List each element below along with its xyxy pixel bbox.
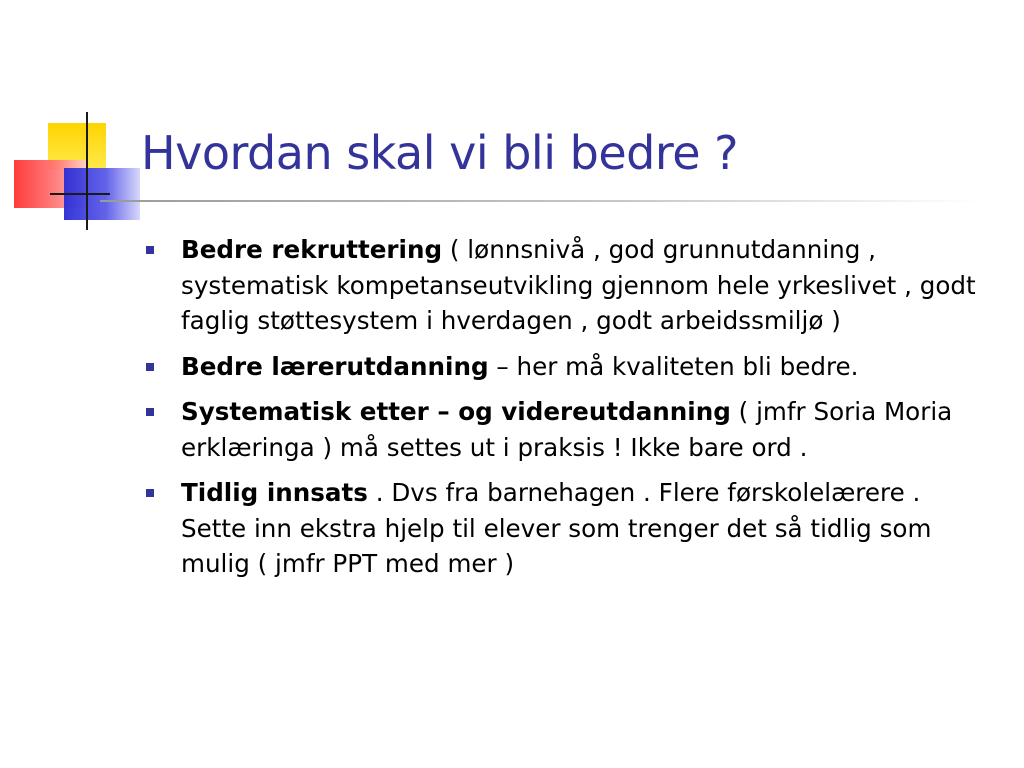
- bullet-item-rekruttering: [144, 232, 990, 339]
- bullet-heading: Tidlig innsats: [181, 478, 368, 507]
- title-divider: [100, 200, 980, 202]
- logo-vertical-line: [86, 112, 88, 230]
- bullet-item-tidlig-innsats: [144, 475, 990, 582]
- bullet-text: . Dvs fra barnehagen . Flere førskolelærere . Sette inn ekstra hjelp til elever som trenger det så tidlig som mulig ( jmfr PPT med mer ): [181, 478, 932, 578]
- bullet-square-icon: [146, 246, 154, 254]
- bullet-text: – her må kvaliteten bli bedre.: [488, 351, 859, 381]
- slide-title: Hvordan skal vi bli bedre ?: [141, 126, 739, 180]
- bullet-square-icon: [146, 363, 154, 371]
- bullet-heading: Bedre rekruttering: [181, 235, 443, 264]
- logo-horizontal-line: [50, 193, 110, 195]
- bullet-list: [144, 232, 990, 592]
- bullet-item-videreutdanning: [144, 394, 990, 465]
- bullet-square-icon: [146, 408, 154, 416]
- bullet-item-laererutdanning: [144, 349, 990, 385]
- bullet-heading: Systematisk etter – og videreutdanning: [181, 397, 731, 426]
- bullet-heading: Bedre lærerutdanning: [181, 351, 489, 381]
- bullet-square-icon: [146, 489, 154, 497]
- slide-logo-graphic: [0, 0, 140, 240]
- bullet-text: ( lønnsnivå , god grunnutdanning , systematisk kompetanseutvikling gjennom hele yrkeslivet , godt faglig støttesystem i hverdagen , godt arbeidssmiljø ): [181, 235, 976, 335]
- bullet-text: ( jmfr Soria Moria erklæringa ) må settes ut i praksis ! Ikke bare ord .: [181, 397, 953, 462]
